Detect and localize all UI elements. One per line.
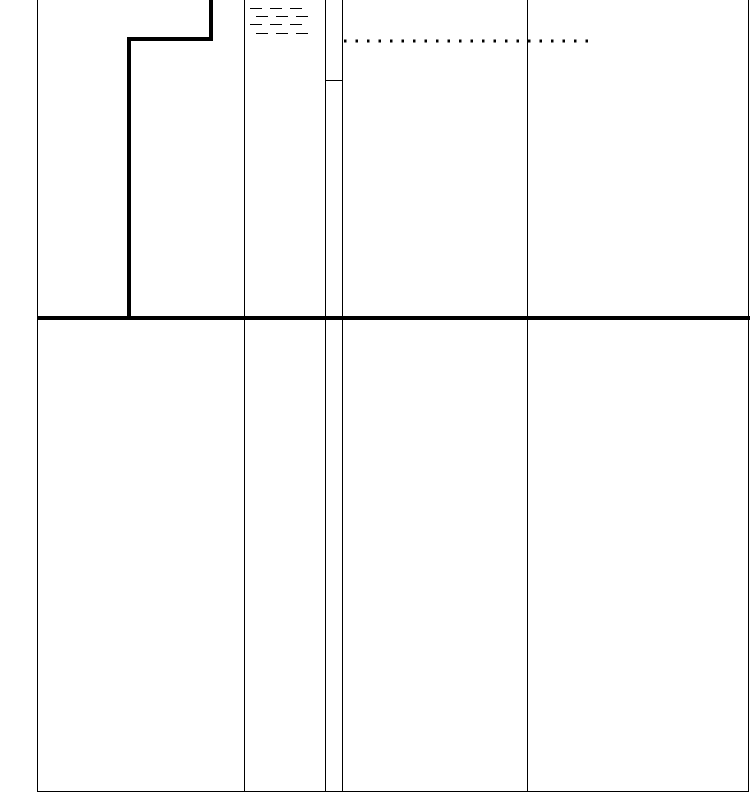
column-borders	[37, 0, 749, 792]
shale-pattern	[250, 9, 308, 34]
grain-size-profile	[129, 0, 211, 318]
